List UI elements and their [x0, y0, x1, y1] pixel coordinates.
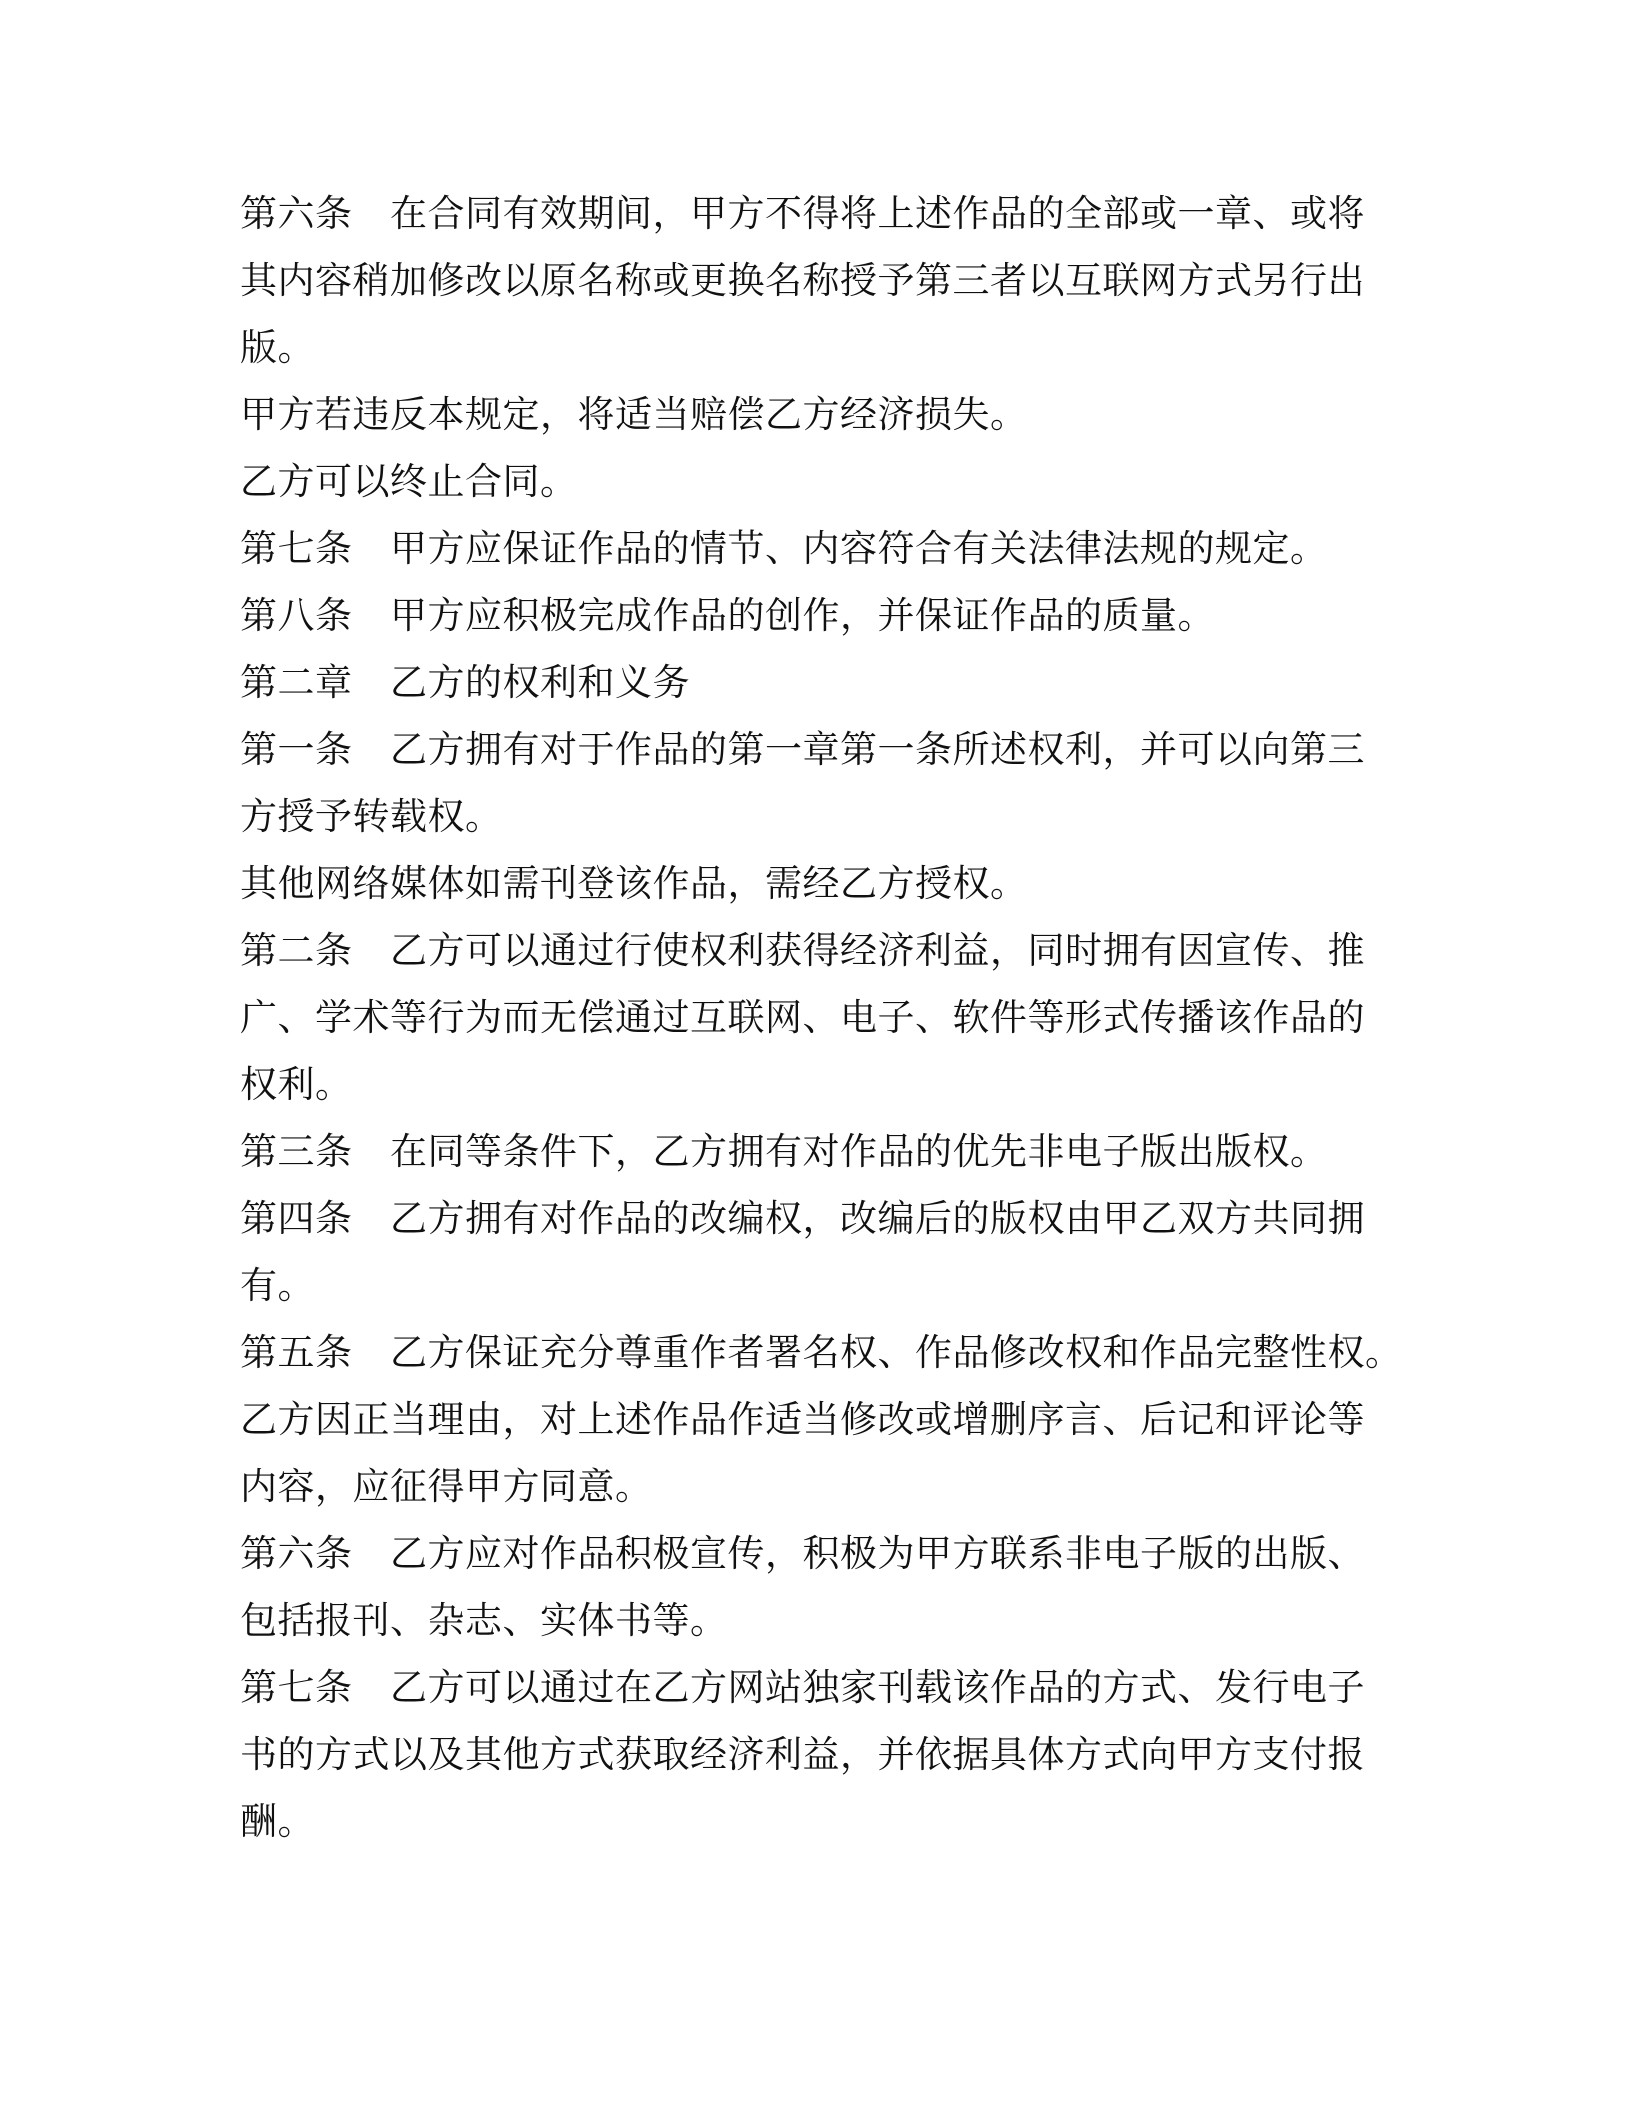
text-line: 乙方可以终止合同。 [240, 460, 578, 503]
text-line: 第五条 乙方保证充分尊重作者署名权、作品修改权和作品完整性权。 [240, 1331, 1403, 1374]
chapter-heading: 第二章 乙方的权利和义务 [240, 661, 690, 704]
text-line: 第一条 乙方拥有对于作品的第一章第一条所述权利，并可以向第三 [240, 728, 1365, 771]
text-line: 第三条 在同等条件下，乙方拥有对作品的优先非电子版出版权。 [240, 1130, 1328, 1173]
text-line: 甲方若违反本规定，将适当赔偿乙方经济损失。 [240, 393, 1028, 436]
text-line: 第四条 乙方拥有对作品的改编权，改编后的版权由甲乙双方共同拥 [240, 1197, 1365, 1240]
text-line: 第七条 乙方可以通过在乙方网站独家刊载该作品的方式、发行电子 [240, 1666, 1365, 1709]
text-line: 第八条 甲方应积极完成作品的创作，并保证作品的质量。 [240, 594, 1215, 637]
text-line: 包括报刊、杂志、实体书等。 [240, 1599, 728, 1642]
text-line: 内容，应征得甲方同意。 [240, 1465, 653, 1508]
text-line: 广、学术等行为而无偿通过互联网、电子、软件等形式传播该作品的 [240, 996, 1365, 1039]
document-body [240, 180, 1403, 1855]
text-line: 书的方式以及其他方式获取经济利益，并依据具体方式向甲方支付报 [240, 1733, 1365, 1776]
text-line: 方授予转载权。 [240, 795, 503, 838]
text-line: 第六条 在合同有效期间，甲方不得将上述作品的全部或一章、或将 [240, 192, 1365, 235]
text-line: 酬。 [240, 1800, 315, 1843]
text-line: 第七条 甲方应保证作品的情节、内容符合有关法律法规的规定。 [240, 527, 1328, 570]
text-line: 权利。 [240, 1063, 353, 1106]
text-line: 其内容稍加修改以原名称或更换名称授予第三者以互联网方式另行出 [240, 259, 1365, 302]
text-line: 版。 [240, 326, 315, 369]
text-line: 乙方因正当理由，对上述作品作适当修改或增删序言、后记和评论等 [240, 1398, 1365, 1441]
text-line: 第二条 乙方可以通过行使权利获得经济利益，同时拥有因宣传、推 [240, 929, 1365, 972]
text-line: 第六条 乙方应对作品积极宣传，积极为甲方联系非电子版的出版、 [240, 1532, 1365, 1575]
text-line: 有。 [240, 1264, 315, 1307]
text-line: 其他网络媒体如需刊登该作品，需经乙方授权。 [240, 862, 1028, 905]
